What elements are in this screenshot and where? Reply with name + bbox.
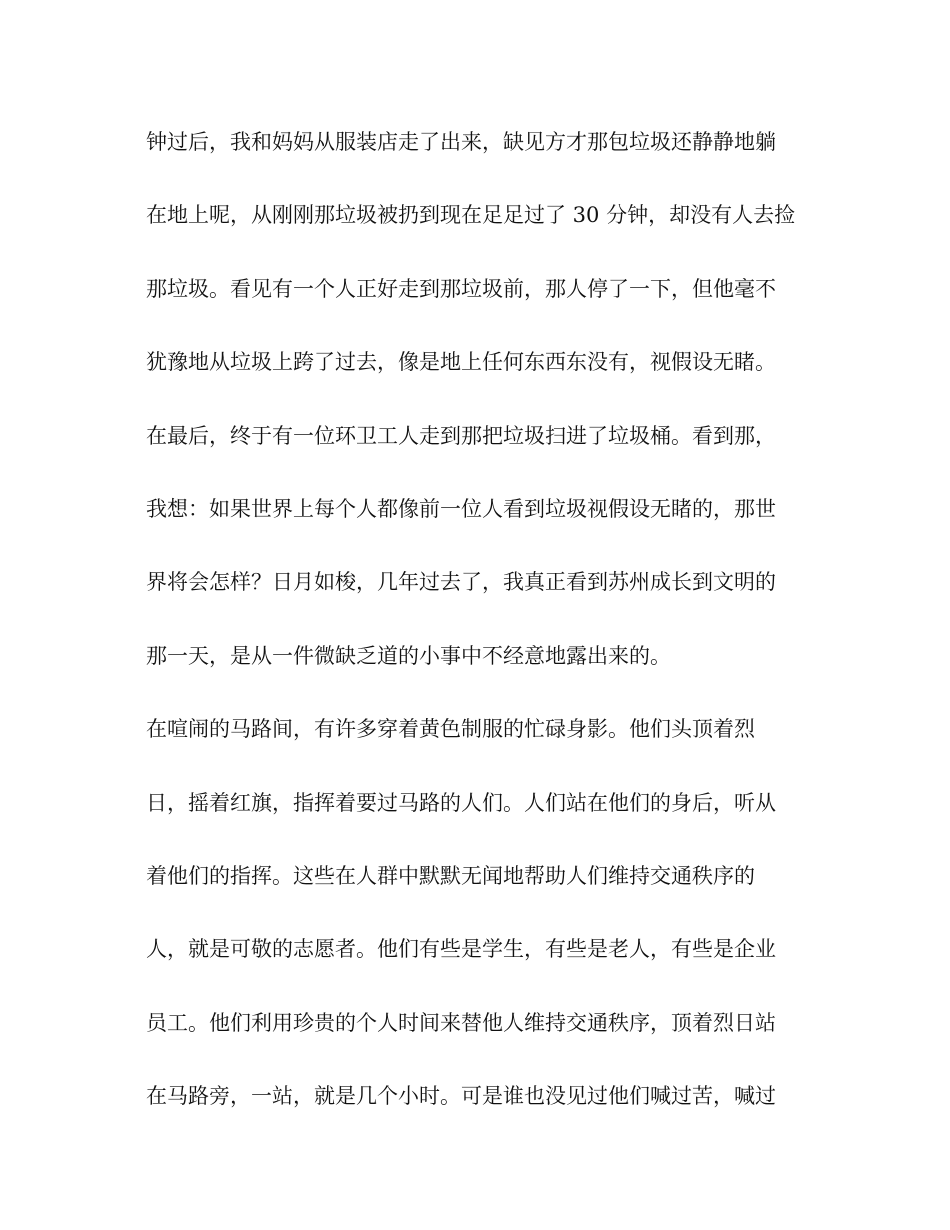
text-line: 犹豫地从垃圾上跨了过去，像是地上任何东西东没有，视假设无睹。 — [146, 350, 776, 375]
text-line: 人，就是可敬的志愿者。他们有些是学生，有些是老人，有些是企业 — [146, 937, 776, 962]
text-line: 我想：如果世界上每个人都像前一位人看到垃圾视假设无睹的，那世 — [146, 496, 776, 521]
text-line: 钟过后，我和妈妈从服装店走了出来，缺见方才那包垃圾还静静地躺 — [146, 130, 776, 154]
text-line: 员工。他们利用珍贵的个人时间来替他人维持交通秩序，顶着烈日站 — [146, 1010, 776, 1035]
body-text — [146, 122, 826, 1149]
text-line: 界将会怎样？日月如梭，几年过去了，我真正看到苏州成长到文明的 — [146, 570, 776, 595]
text-line: 在最后，终于有一位环卫工人走到那把垃圾扫进了垃圾桶。看到那， — [146, 423, 776, 448]
text-line: 在地上呢，从刚刚那垃圾被扔到现在足足过了 30 分钟，却没有人去捡 — [146, 203, 796, 228]
text-line: 日，摇着红旗，指挥着要过马路的人们。人们站在他们的身后，听从 — [146, 790, 776, 815]
text-line: 那垃圾。看见有一个人正好走到那垃圾前，那人停了一下，但他毫不 — [146, 276, 776, 301]
text-line: 在马路旁，一站，就是几个小时。可是谁也没见过他们喊过苦，喊过 — [146, 1084, 776, 1109]
text-line: 那一天，是从一件微缺乏道的小事中不经意地露出来的。 — [146, 643, 671, 668]
text-line: 着他们的指挥。这些在人群中默默无闻地帮助人们维持交通秩序的 — [146, 863, 755, 888]
text-line: 在喧闹的马路间，有许多穿着黄色制服的忙碌身影。他们头顶着烈 — [146, 717, 755, 742]
